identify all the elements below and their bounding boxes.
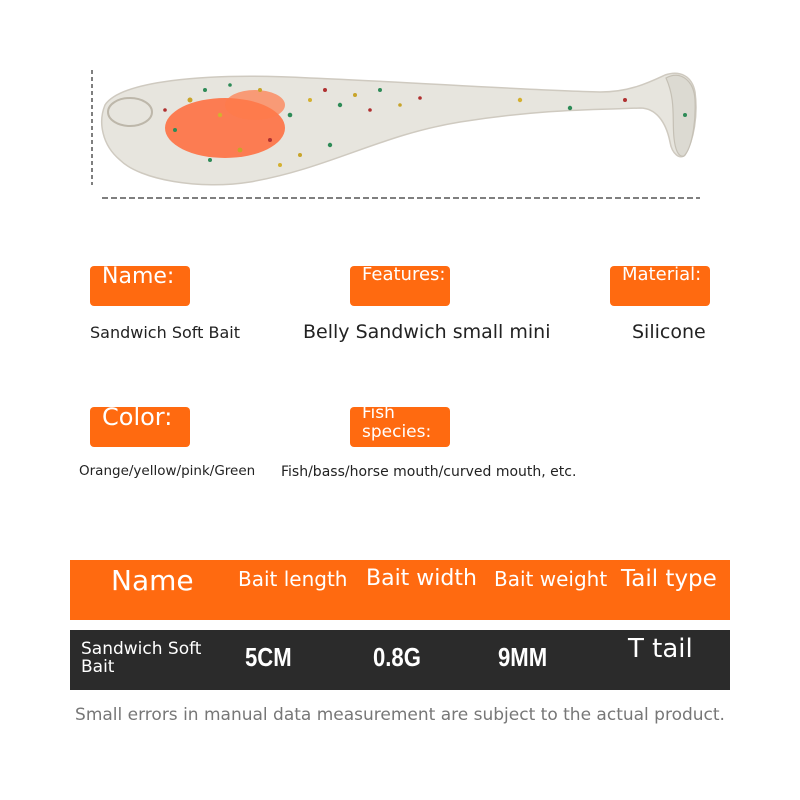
fish-species-value: Fish/bass/horse mouth/curved mouth, etc. (281, 464, 577, 480)
name-value: Sandwich Soft Bait (90, 323, 240, 342)
header-tail-type: Tail type (621, 566, 717, 592)
header-bait-length: Bait length (238, 567, 348, 591)
spec-table-row (70, 630, 730, 690)
row-bait-weight: 9MM (498, 642, 548, 672)
features-label (350, 266, 450, 306)
header-name: Name (111, 564, 194, 597)
fish-species-label (350, 403, 450, 447)
color-label-text: Color: (102, 403, 173, 431)
material-label-text: Material: (622, 264, 702, 285)
color-value: Orange/yellow/pink/Green (79, 463, 256, 479)
row-tail-type: T tail (628, 634, 693, 664)
fish-species-label-line2: species: (362, 422, 432, 442)
color-label (90, 403, 190, 447)
spec-table-header (70, 560, 730, 620)
disclaimer-note: Small errors in manual data measurement are subject to the actual product. (75, 705, 725, 725)
row-bait-width: 0.8G (373, 642, 421, 672)
material-label (610, 266, 710, 306)
row-name-line1: Sandwich Soft (81, 639, 202, 659)
name-label-text: Name: (102, 264, 175, 289)
material-value: Silicone (632, 321, 706, 343)
features-value: Belly Sandwich small mini (303, 321, 551, 343)
header-bait-weight: Bait weight (494, 567, 608, 591)
row-bait-length: 5CM (245, 642, 292, 672)
row-name-line2: Bait (81, 657, 115, 677)
header-bait-width: Bait width (366, 566, 477, 591)
name-label (90, 266, 190, 306)
features-label-text: Features: (362, 264, 446, 285)
soft-bait-product-image (80, 60, 720, 210)
fish-species-label-line1: Fish (362, 403, 395, 423)
